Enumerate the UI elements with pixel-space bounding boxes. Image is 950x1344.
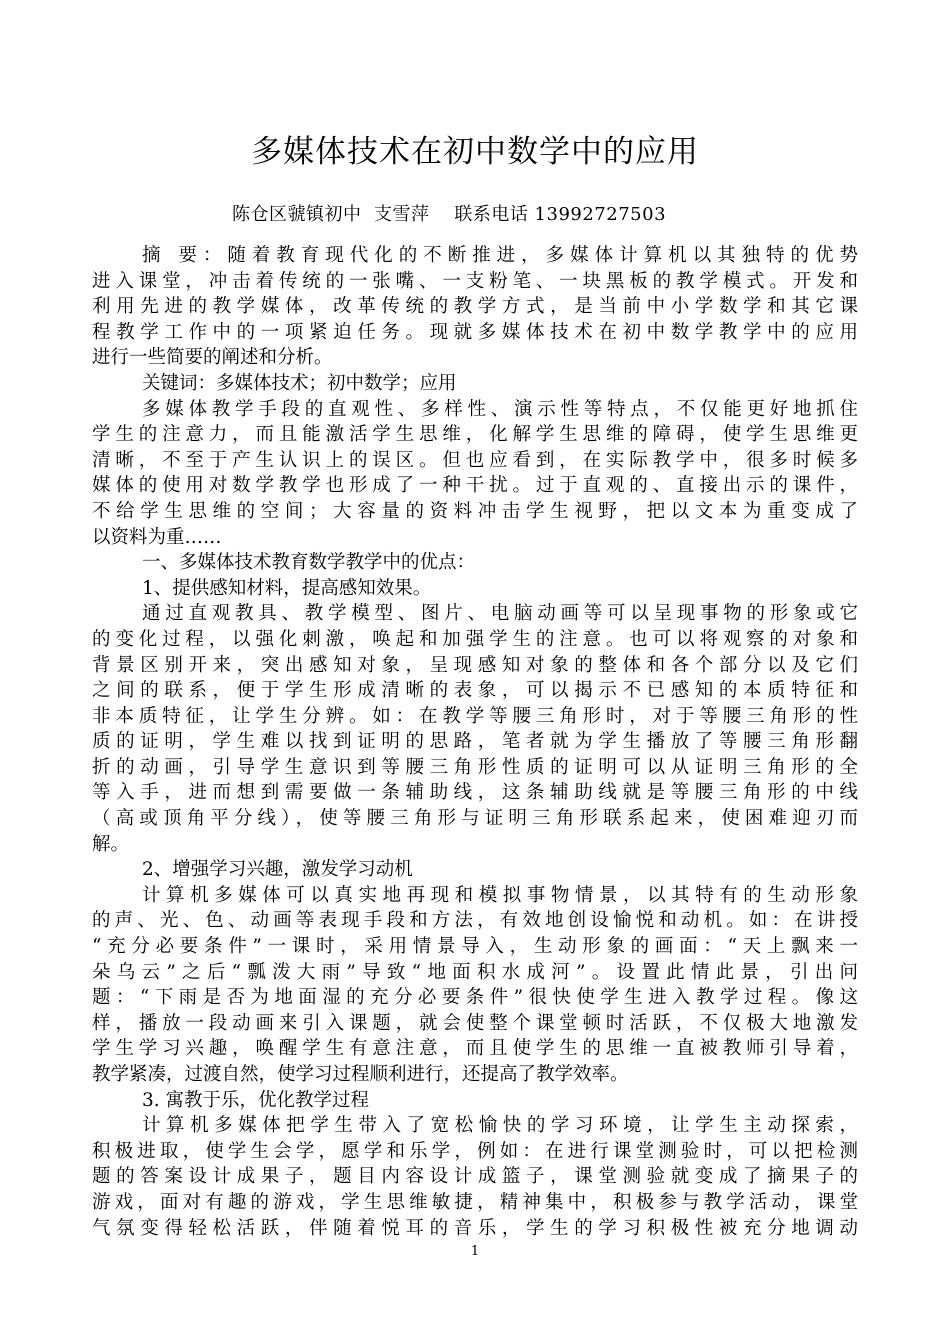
text-line: 计算机多媒体可以真实地再现和模拟事物情景，以其特有的生动形象 — [142, 884, 858, 906]
text-line: 不给学生思维的空间；大容量的资料冲击学生视野，把以文本为重变成了 — [92, 500, 858, 522]
text-line: 气氛变得轻松活跃，伴随着悦耳的音乐，学生的学习积极性被充分地调动 — [92, 1217, 858, 1239]
text-line: 折的动画，引导学生意识到等腰三角形性质的证明可以从证明三角形的全 — [92, 756, 858, 778]
text-line: （高或顶角平分线），使等腰三角形与证明三角形联系起来，使困难迎刃而 — [92, 808, 858, 830]
text-line: 题的答案设计成果子，题目内容设计成篮子，课堂测验就变成了摘果子的 — [92, 1166, 858, 1188]
text-line: 游戏，面对有趣的游戏，学生思维敏捷，精神集中，积极参与教学活动，课堂 — [92, 1191, 858, 1213]
text-line: 教学紧凑，过渡自然，使学习过程顺利进行，还提高了教学效率。 — [92, 1064, 629, 1085]
text-line: 程教学工作中的一项紧迫任务。现就多媒体技术在初中数学教学中的应用 — [92, 321, 858, 343]
text-line: 计算机多媒体把学生带入了宽松愉快的学习环境，让学生主动探索， — [142, 1115, 858, 1137]
text-line: 媒体的使用对数学教学也形成了一种干扰。过于直观的、直接出示的课件， — [92, 475, 858, 497]
text-line: 的变化过程，以强化刺激，唤起和加强学生的注意。也可以将观察的对象和 — [92, 628, 858, 650]
document-title: 多媒体技术在初中数学中的应用 — [251, 134, 699, 170]
text-line: 利用先进的教学媒体，改革传统的教学方式，是当前中小学数学和其它课 — [92, 296, 858, 318]
document-body — [92, 243, 858, 1241]
text-line: 通过直观教具、教学模型、图片、电脑动画等可以呈现事物的形象或它 — [142, 603, 858, 625]
text-line: 等入手，进而想到需要做一条辅助线，这条辅助线就是等腰三角形的中线 — [92, 782, 858, 804]
text-line: 关键词：多媒体技术；初中数学；应用 — [142, 372, 457, 394]
text-line: 积极进取，使学生会学，愿学和乐学，例如：在进行课堂测验时，可以把检测 — [92, 1140, 858, 1162]
text-line: 样，播放一段动画来引入课题，就会使整个课堂顿时活跃，不仅极大地激发 — [92, 1012, 858, 1034]
text-line: 多媒体教学手段的直观性、多样性、演示性等特点，不仅能更好地抓住 — [142, 398, 858, 420]
text-line: 非本质特征，让学生分辨。如：在教学等腰三角形时，对于等腰三角形的性 — [92, 705, 858, 727]
text-line: 进入课堂，冲击着传统的一张嘴、一支粉笔、一块黑板的教学模式。开发和 — [92, 270, 858, 292]
text-line: 的声、光、色、动画等表现手段和方法，有效地创设愉悦和动机。如：在讲授 — [92, 910, 858, 932]
text-line: 之间的联系，便于学生形成清晰的表象，可以揭示不已感知的本质特征和 — [92, 680, 858, 702]
text-line: 学生的注意力，而且能激活学生思维，化解学生思维的障碍，使学生思维更 — [92, 424, 858, 446]
text-line: 题：“下雨是否为地面湿的充分必要条件”很快使学生进入教学过程。像这 — [92, 987, 858, 1009]
text-line: 学生学习兴趣，唤醒学生有意注意，而且使学生的思维一直被教师引导着， — [92, 1038, 858, 1060]
author-line: 陈仓区虢镇初中 支雪萍 联系电话 13992727503 — [232, 204, 667, 225]
text-line: 质的证明，学生难以找到证明的思路，笔者就为学生播放了等腰三角形翻 — [92, 731, 858, 753]
text-line: “充分必要条件”一课时，采用情景导入，生动形象的画面：“天上飘来一 — [92, 936, 858, 958]
text-line: 朵乌云”之后“瓢泼大雨”导致“地面积水成河”。设置此情此景，引出问 — [92, 961, 858, 983]
text-line: 解。 — [92, 833, 130, 855]
text-line: 2、增强学习兴趣，激发学习动机 — [142, 859, 413, 881]
text-line: 以资料为重…… — [92, 526, 222, 548]
text-line: 背景区别开来，突出感知对象，呈现感知对象的整体和各个部分以及它们 — [92, 654, 858, 676]
text-line: 进行一些简要的阐述和分析。 — [92, 347, 333, 369]
text-line: 清晰，不至于产生认识上的误区。但也应看到，在实际教学中，很多时候多 — [92, 449, 858, 471]
text-line: 1、提供感知材料，提高感知效果。 — [142, 577, 432, 599]
text-line: 3. 寓教于乐，优化教学过程 — [142, 1089, 370, 1111]
text-line: 一、多媒体技术教育数学教学中的优点： — [142, 552, 476, 574]
text-line: 摘 要：随着教育现代化的不断推进，多媒体计算机以其独特的优势 — [142, 245, 858, 266]
page-number: 1 — [470, 1244, 480, 1259]
